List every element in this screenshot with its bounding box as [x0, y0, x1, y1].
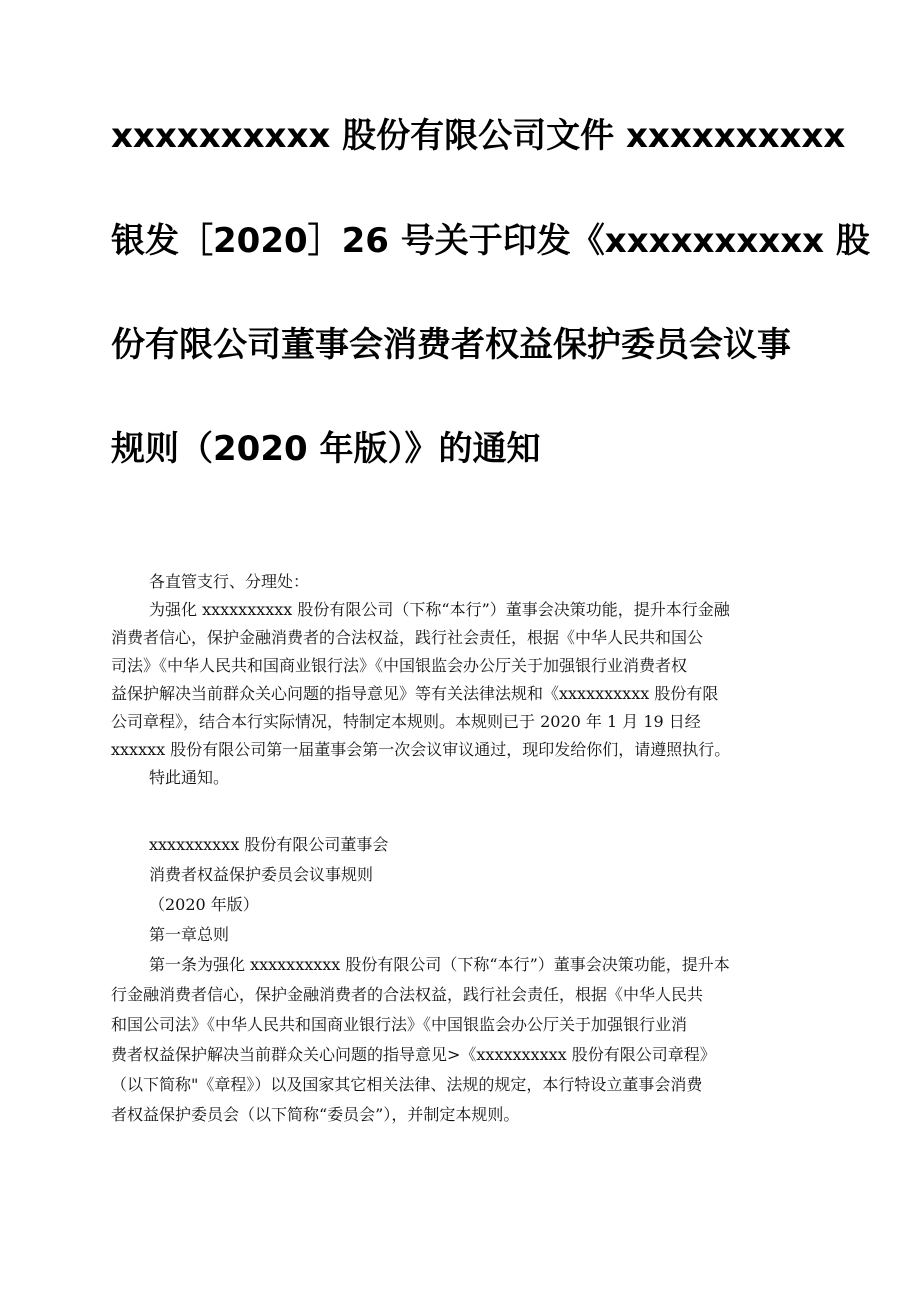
notice-paragraph-line: 益保护解决当前群众关心问题的指导意见》等有关法律法规和《xxxxxxxxxx 股份有限 [111, 684, 719, 703]
doc-title-line-2: 银发［2020］26 号关于印发《xxxxxxxxxx 股 [111, 221, 870, 261]
rules-chapter-heading: 第一章总则 [149, 925, 230, 944]
doc-title-line-1: xxxxxxxxxx 股份有限公司文件 xxxxxxxxxx [111, 116, 846, 156]
notice-paragraph-line: 公司章程》，结合本行实际情况，特制定本规则。本规则已于 2020 年 1 月 19 日经 [111, 712, 701, 731]
notice-salutation: 各直管支行、分理处： [149, 572, 310, 591]
notice-paragraph-line: 为强化 xxxxxxxxxx 股份有限公司（下称“本行”）董事会决策功能，提升本行金融 [149, 600, 730, 619]
rules-heading-title: 消费者权益保护委员会议事规则 [149, 865, 374, 884]
article-line: 行金融消费者信心，保护金融消费者的合法权益，践行社会责任，根据《中华人民共 [111, 985, 704, 1004]
notice-body [111, 568, 816, 792]
article-line: 者权益保护委员会（以下简称“委员会”），并制定本规则。 [111, 1105, 520, 1124]
notice-paragraph-line: xxxxxx 股份有限公司第一届董事会第一次会议审议通过，现印发给你们，请遵照执行。 [111, 740, 731, 759]
rules-heading-company: xxxxxxxxxx 股份有限公司董事会 [149, 835, 389, 854]
rules-heading-version: （2020 年版） [149, 895, 259, 914]
article-line: （以下简称"《章程》）以及国家其它相关法律、法规的规定，本行特设立董事会消费 [111, 1075, 703, 1094]
article-line: 和国公司法》《中华人民共和国商业银行法》《中国银监会办公厅关于加强银行业消 [111, 1015, 688, 1034]
article-line: 第一条为强化 xxxxxxxxxx 股份有限公司（下称“本行”）董事会决策功能，提升本 [149, 955, 730, 974]
notice-paragraph-line: 消费者信心，保护金融消费者的合法权益，践行社会责任，根据《中华人民共和国公 [111, 628, 704, 647]
doc-title-line-3: 份有限公司董事会消费者权益保护委员会议事 [111, 325, 791, 365]
doc-title-line-4: 规则（2020 年版）》的通知 [111, 429, 541, 469]
rules-section [111, 830, 816, 1130]
article-line: 费者权益保护解决当前群众关心问题的指导意见>《xxxxxxxxxx 股份有限公司章程》 [111, 1045, 716, 1064]
notice-paragraph-line: 司法》《中华人民共和国商业银行法》《中国银监会办公厅关于加强银行业消费者权 [111, 656, 688, 675]
notice-closing: 特此通知。 [149, 768, 230, 787]
